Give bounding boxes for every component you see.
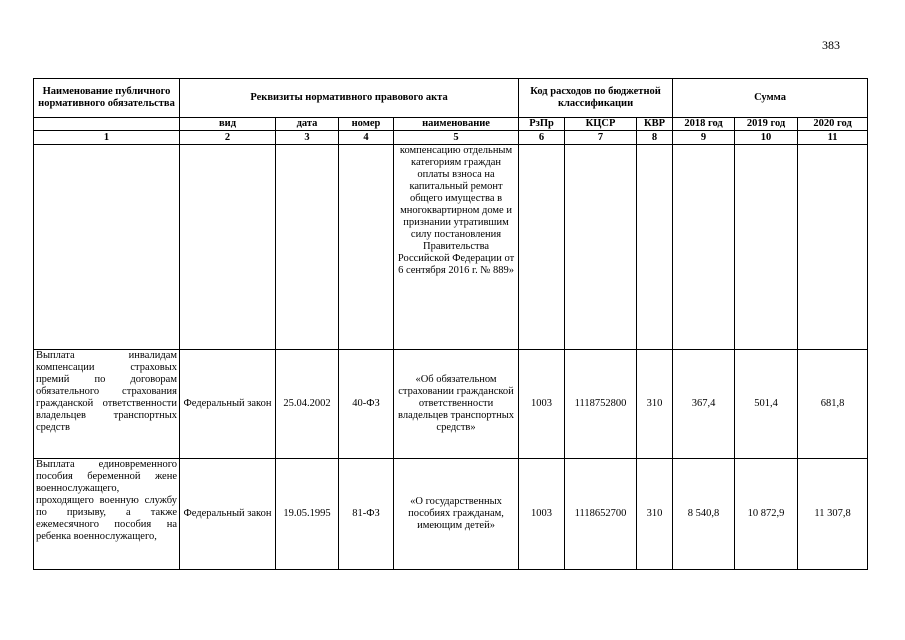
row-2020: [798, 145, 868, 350]
row-vid: Федеральный закон: [180, 350, 276, 459]
header-row-2: [34, 118, 868, 131]
table-row: [34, 459, 868, 570]
header-number: номер: [339, 118, 394, 131]
header-row-1: [34, 79, 868, 118]
header-sum: Сумма: [673, 79, 868, 118]
column-number: 8: [637, 131, 673, 145]
row-date: 19.05.1995: [276, 459, 339, 570]
row-title: компенсацию отдельным категориям граждан оплаты взноса на капитальный ремонт общего имущества в многоквартирном доме и признании утратившим силу постановления Правительства Российской Федерации от 6 сентября 2016 г. № 889»: [394, 145, 519, 350]
header-2018: 2018 год: [673, 118, 735, 131]
row-rzpr: 1003: [519, 350, 565, 459]
obligations-table: [33, 78, 868, 570]
row-2019: 501,4: [735, 350, 798, 459]
row-kvr: [637, 145, 673, 350]
page-number: 383: [822, 38, 840, 52]
row-kvr: 310: [637, 350, 673, 459]
header-date: дата: [276, 118, 339, 131]
column-numbers-row: [34, 131, 868, 145]
column-number: 5: [394, 131, 519, 145]
row-date: 25.04.2002: [276, 350, 339, 459]
table-row: [34, 350, 868, 459]
header-budget-code: Код расходов по бюджетной классификации: [519, 79, 673, 118]
column-number: 3: [276, 131, 339, 145]
row-number: 40-ФЗ: [339, 350, 394, 459]
row-2018: 367,4: [673, 350, 735, 459]
row-title: «О государственных пособиях гражданам, имеющим детей»: [394, 459, 519, 570]
row-vid: [180, 145, 276, 350]
row-kcsr: [565, 145, 637, 350]
row-kcsr: 1118652700: [565, 459, 637, 570]
row-kvr: 310: [637, 459, 673, 570]
row-title: «Об обязательном страховании гражданской ответственности владельцев транспортных средств»: [394, 350, 519, 459]
header-2019: 2019 год: [735, 118, 798, 131]
header-vid: вид: [180, 118, 276, 131]
column-number: 10: [735, 131, 798, 145]
row-name: Выплата единовременного пособия беременной жене военнослужащего, проходящего военную службу по призыву, а также ежемесячного пособия на ребенка военнослужащего,: [34, 459, 180, 570]
row-number: 81-ФЗ: [339, 459, 394, 570]
row-rzpr: 1003: [519, 459, 565, 570]
row-name: [34, 145, 180, 350]
header-name: Наименование публичного нормативного обязательства: [34, 79, 180, 118]
row-2019: [735, 145, 798, 350]
row-vid: Федеральный закон: [180, 459, 276, 570]
row-2020: 681,8: [798, 350, 868, 459]
column-number: 9: [673, 131, 735, 145]
row-rzpr: [519, 145, 565, 350]
row-2019: 10 872,9: [735, 459, 798, 570]
row-date: [276, 145, 339, 350]
column-number: 2: [180, 131, 276, 145]
row-2018: 8 540,8: [673, 459, 735, 570]
header-2020: 2020 год: [798, 118, 868, 131]
column-number: 7: [565, 131, 637, 145]
table-row: [34, 145, 868, 350]
row-name: Выплата инвалидам компенсации страховых премий по договорам обязательного страхования гражданской ответственности владельцев транспортных средств: [34, 350, 180, 459]
header-title: наименование: [394, 118, 519, 131]
row-2018: [673, 145, 735, 350]
column-number: 1: [34, 131, 180, 145]
header-rzpr: РзПр: [519, 118, 565, 131]
header-kcsr: КЦСР: [565, 118, 637, 131]
header-kvr: КВР: [637, 118, 673, 131]
column-number: 11: [798, 131, 868, 145]
column-number: 6: [519, 131, 565, 145]
row-number: [339, 145, 394, 350]
column-number: 4: [339, 131, 394, 145]
row-2020: 11 307,8: [798, 459, 868, 570]
row-kcsr: 1118752800: [565, 350, 637, 459]
header-requisites: Реквизиты нормативного правового акта: [180, 79, 519, 118]
